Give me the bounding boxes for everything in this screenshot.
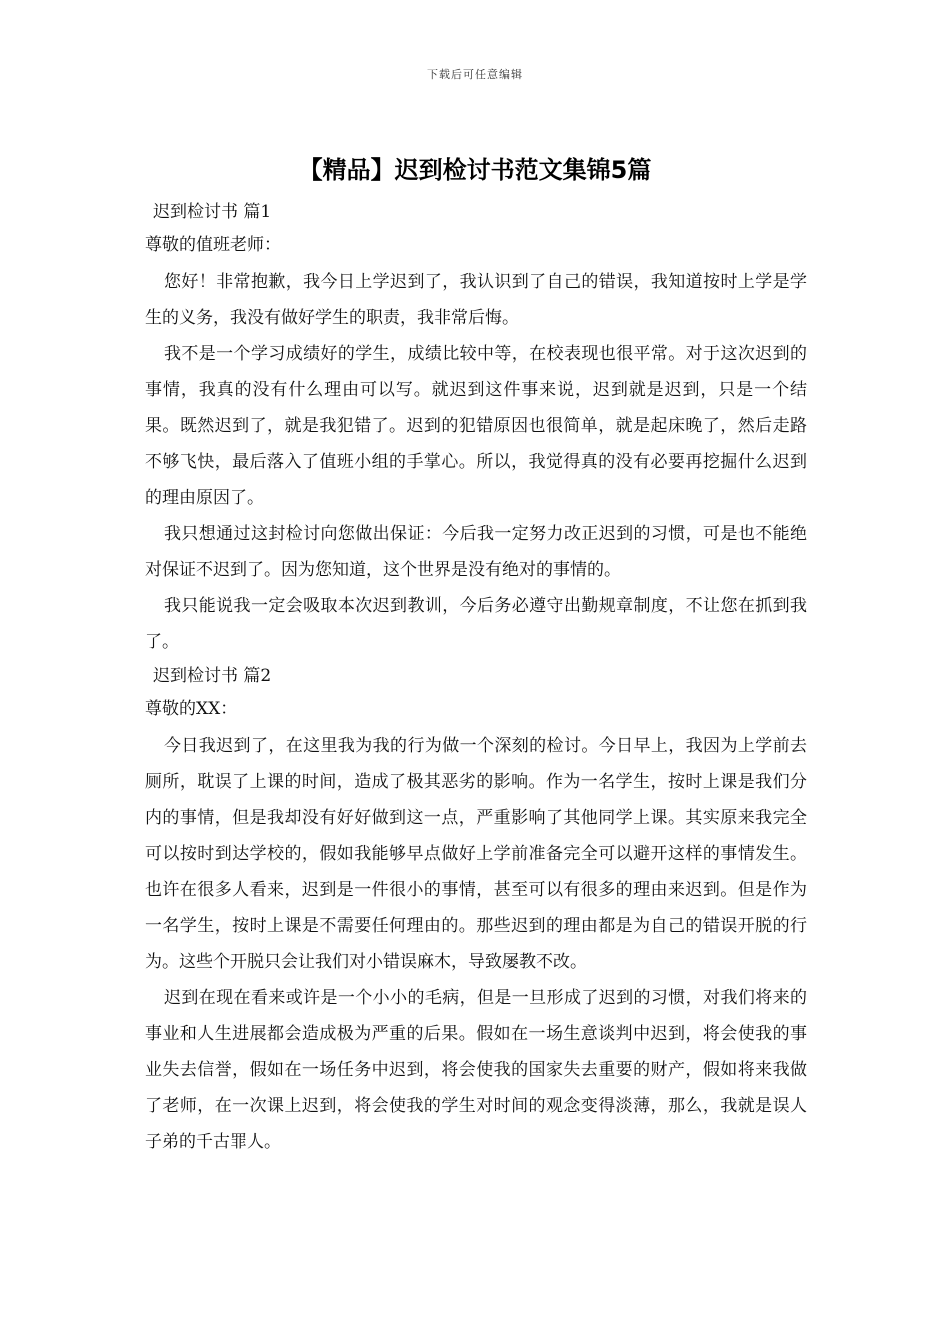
- paragraph: 今日我迟到了，在这里我为我的行为做一个深刻的检讨。今日早上，我因为上学前去厕所，耽误了上课的时间，造成了极其恶劣的影响。作为一名学生，按时上课是我们分内的事情，但是我却没有好好做到这一点，严重影响了其他同学上课。其实原来我完全可以按时到达学校的，假如我能够早点做好上学前准备完全可以避开这样的事情发生。也许在很多人看来，迟到是一件很小的事情，甚至可以有很多的理由来迟到。但是作为一名学生，按时上课是不需要任何理由的。那些迟到的理由都是为自己的错误开脱的行为。这些个开脱只会让我们对小错误麻木，导致屡教不改。: [145, 736, 807, 972]
- paragraph: 我只能说我一定会吸取本次迟到教训，今后务必遵守出勤规章制度，不让您在抓到我了。: [145, 596, 807, 652]
- document-title: 【精品】迟到检讨书范文集锦5篇: [298, 156, 652, 184]
- salutation: 尊敬的值班老师：: [145, 235, 281, 255]
- paragraph: 迟到在现在看来或许是一个小小的毛病，但是一旦形成了迟到的习惯，对我们将来的事业和人生进展都会造成极为严重的后果。假如在一场生意谈判中迟到，将会使我的事业失去信誉，假如在一场任务中迟到，将会使我的国家失去重要的财产，假如将来我做了老师，在一次课上迟到，将会使我的学生对时间的观念变得淡薄，那么，我就是误人子弟的千古罪人。: [145, 988, 807, 1152]
- paragraph: 我只想通过这封检讨向您做出保证：今后我一定努力改正迟到的习惯，可是也不能绝对保证不迟到了。因为您知道，这个世界是没有绝对的事情的。: [145, 524, 807, 580]
- header-note: 下载后可任意编辑: [427, 68, 523, 81]
- section-title: 迟到检讨书 篇1: [153, 202, 272, 222]
- document-body: [145, 198, 807, 1160]
- paragraph: 我不是一个学习成绩好的学生，成绩比较中等，在校表现也很平常。对于这次迟到的事情，我真的没有什么理由可以写。就迟到这件事来说，迟到就是迟到，只是一个结果。既然迟到了，就是我犯错了。迟到的犯错原因也很简单，就是起床晚了，然后走路不够飞快，最后落入了值班小组的手掌心。所以，我觉得真的没有必要再挖掘什么迟到的理由原因了。: [145, 344, 807, 508]
- salutation: 尊敬的XX：: [145, 699, 238, 719]
- section-title: 迟到检讨书 篇2: [153, 666, 272, 686]
- paragraph: 您好！非常抱歉，我今日上学迟到了，我认识到了自己的错误，我知道按时上学是学生的义务，我没有做好学生的职责，我非常后悔。: [145, 272, 807, 328]
